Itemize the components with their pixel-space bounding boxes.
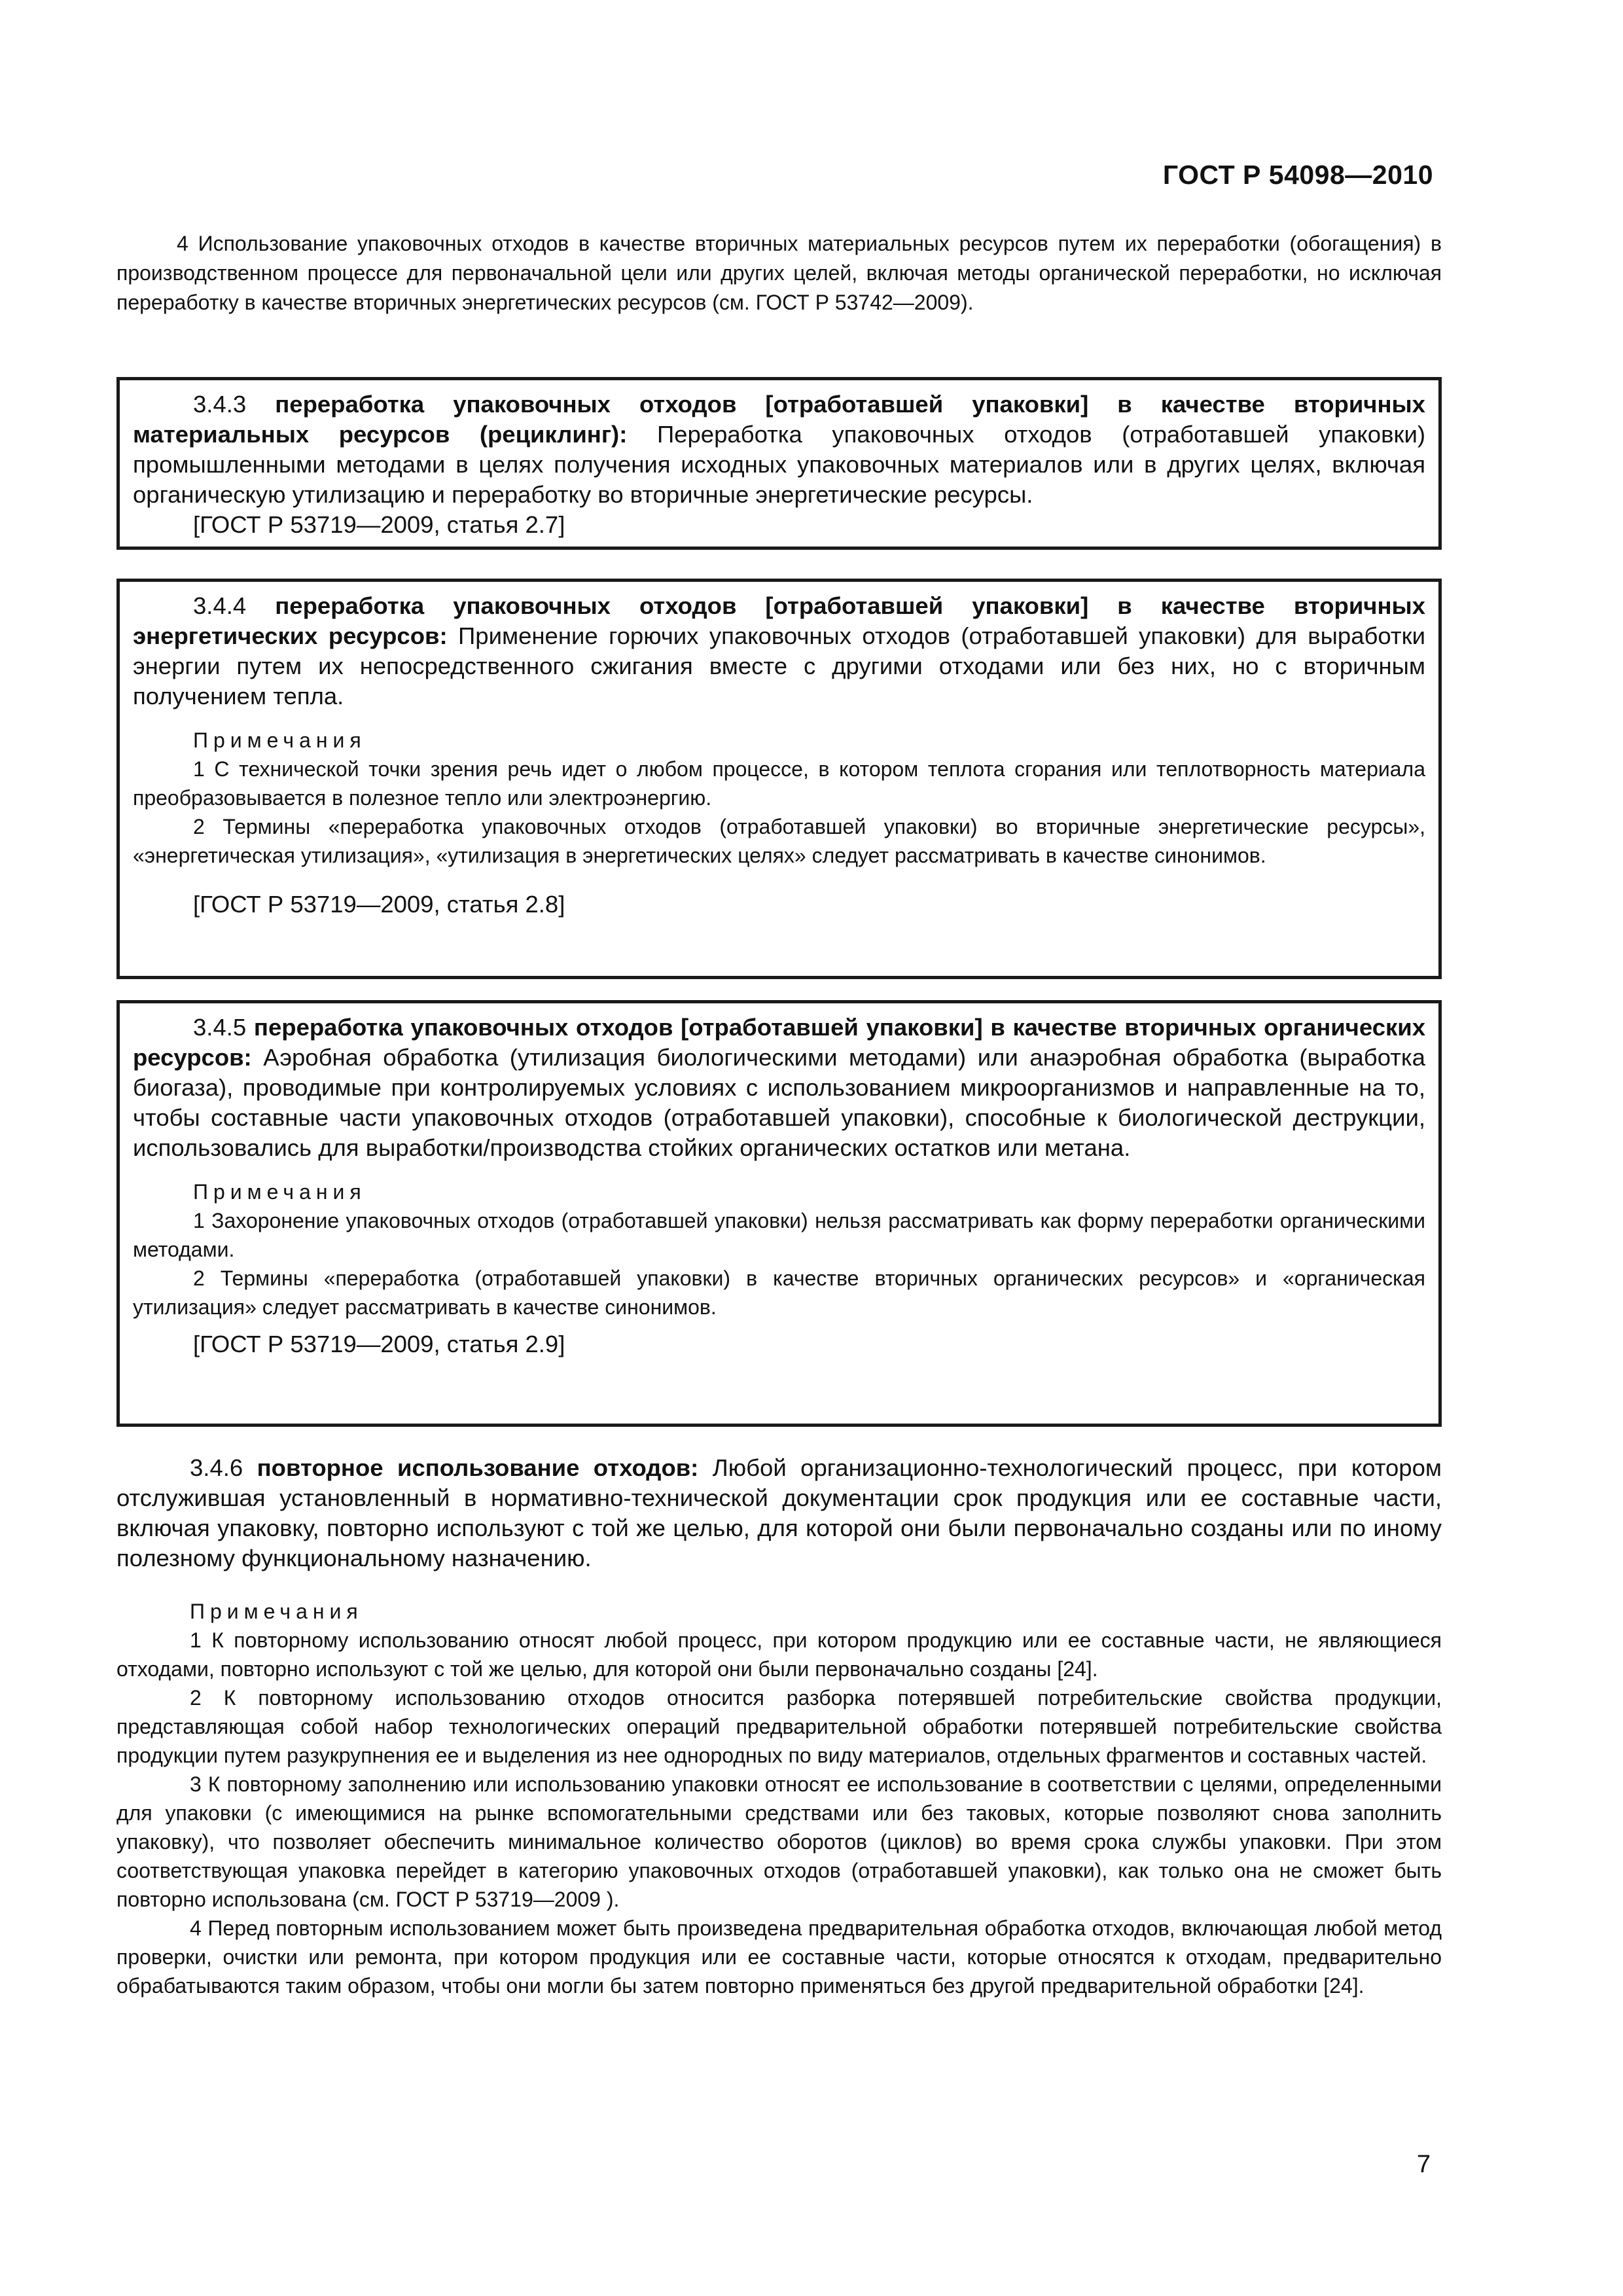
note-item: 1 С технической точки зрения речь идет о любом процессе, в котором теплота сгорания или теплотворность материала преобразовывается в полезное тепло или электроэнергию. <box>133 757 1425 810</box>
term-number: 3.4.6 <box>190 1454 243 1481</box>
term-definition <box>133 591 1425 711</box>
term-number: 3.4.3 <box>193 391 247 418</box>
term-box-3-4-5 <box>116 1000 1442 1427</box>
term-number: 3.4.5 <box>193 1014 247 1041</box>
term-title: переработка упаковочных отходов [отработавшей упаковки] в качестве вторичных органических ресурсов: <box>133 1014 1425 1071</box>
notes-title: Примечания <box>190 1600 363 1623</box>
term-title: переработка упаковочных отходов [отработавшей упаковки] в качестве вторичных энергетических ресурсов: <box>133 592 1425 649</box>
note-item: 2 Термины «переработка (отработавшей упаковки) в качестве вторичных органических ресурсов» и «органическая утилизация» следует рассматривать в качестве синонимов. <box>133 1266 1425 1319</box>
page-number: 7 <box>1416 2151 1431 2178</box>
term-definition-text: Применение горючих упаковочных отходов (отработавшей упаковки) для выработки энергии путем их непосредственного сжигания вместе с другими отходами или без них, но с вторичным получением тепла. <box>133 622 1425 709</box>
term-box-3-4-3 <box>116 377 1442 550</box>
note-item: 2 Термины «переработка упаковочных отходов (отработавшей упаковки) во вторичные энергетические ресурсы», «энергетическая утилизация», «утилизация в энергетических целях» следует рассматривать в качестве синонимов. <box>133 815 1425 867</box>
term-definition-text: Переработка упаковочных отходов (отработавшей упаковки) промышленными методами в целях получения исходных упаковочных материалов или в других целях, включая органическую утилизацию и переработку во вторичные энергетические ресурсы. <box>133 421 1425 508</box>
note-item: 2 К повторному использованию отходов относится разборка потерявшей потребительские свойства продукции, представляющая собой набор технологических операций предварительной обработки потерявшей потребительские свойства продукции путем разукрупнения ее и выделения из нее однородных по виду материалов, отдельных фрагментов и составных частей. <box>116 1686 1442 1767</box>
term-title: переработка упаковочных отходов [отработавшей упаковки] в качестве вторичных материальных ресурсов (рециклинг): <box>133 391 1425 448</box>
note-item: 3 К повторному заполнению или использованию упаковки относят ее использование в соответствии с целями, определенными для упаковки (с имеющимися на рынке вспомогательными средствами или без таковых, которые позволяют снова заполнить упаковку), что позволяет обеспечить минимальное количество оборотов (циклов) во время срока службы упаковки. При этом соответствующая упаковка перейдет в категорию упаковочных отходов (отработавшей упаковки), как только она не сможет быть повторно использована (см. ГОСТ Р 53719—2009 ). <box>116 1772 1442 1911</box>
term-number: 3.4.4 <box>193 592 247 619</box>
term-3-4-6 <box>116 1453 1442 1573</box>
term-3-4-6-notes <box>116 1597 1442 2000</box>
note-item: 4 Перед повторным использованием может быть произведена предварительная обработка отходов, включающая любой метод проверки, очистки или ремонта, при котором продукция или ее составные части, которые относятся к отходам, предварительно обрабатываются таким образом, чтобы они могли бы затем повторно применяться без другой предварительной обработки [24]. <box>116 1916 1442 1998</box>
note-item: 1 Захоронение упаковочных отходов (отработавшей упаковки) нельзя рассматривать как форму переработки органическими методами. <box>133 1209 1425 1261</box>
notes-title: Примечания <box>193 1180 366 1204</box>
note-item: 1 К повторному использованию относят любой процесс, при котором продукцию или ее составные части, не являющиеся отходами, повторно используют с той же целью, для которой они были первоначально созданы [24]. <box>116 1628 1442 1681</box>
term-definition <box>133 389 1425 510</box>
notes-title: Примечания <box>193 728 366 752</box>
term-reference: [ГОСТ Р 53719—2009, статья 2.9] <box>193 1331 565 1357</box>
term-definition <box>133 1013 1425 1163</box>
intro-note: 4 Использование упаковочных отходов в качестве вторичных материальных ресурсов путем их переработки (обогащения) в производственном процессе для первоначальной цели или других целей, включая методы органической переработки, но исключая переработку в качестве вторичных энергетических ресурсов (см. ГОСТ Р 53742—2009). <box>116 232 1442 314</box>
term-box-3-4-4 <box>116 579 1442 979</box>
term-definition-text: Аэробная обработка (утилизация биологическими методами) или анаэробная обработка (выработка биогаза), проводимые при контролируемых условиях с использованием микроорганизмов и направленные на то, чтобы составные части упаковочных отходов (отработавшей упаковки), способные к биологической деструкции, использовались для выработки/производства стойких органических остатков или метана. <box>133 1044 1425 1161</box>
standard-code-header: ГОСТ Р 54098—2010 <box>1162 160 1433 190</box>
term-definition <box>116 1453 1442 1573</box>
term-reference: [ГОСТ Р 53719—2009, статья 2.8] <box>193 891 565 918</box>
term-reference: [ГОСТ Р 53719—2009, статья 2.7] <box>193 511 565 538</box>
term-definition-text: Любой организационно-технологический процесс, при котором отслужившая установленный в нормативно-технической документации срок продукция или ее составные части, включая упаковку, повторно используют с той же целью, для которой они были первоначально созданы или по иному полезному функциональному назначению. <box>116 1454 1442 1571</box>
term-title: повторное использование отходов: <box>257 1454 699 1481</box>
